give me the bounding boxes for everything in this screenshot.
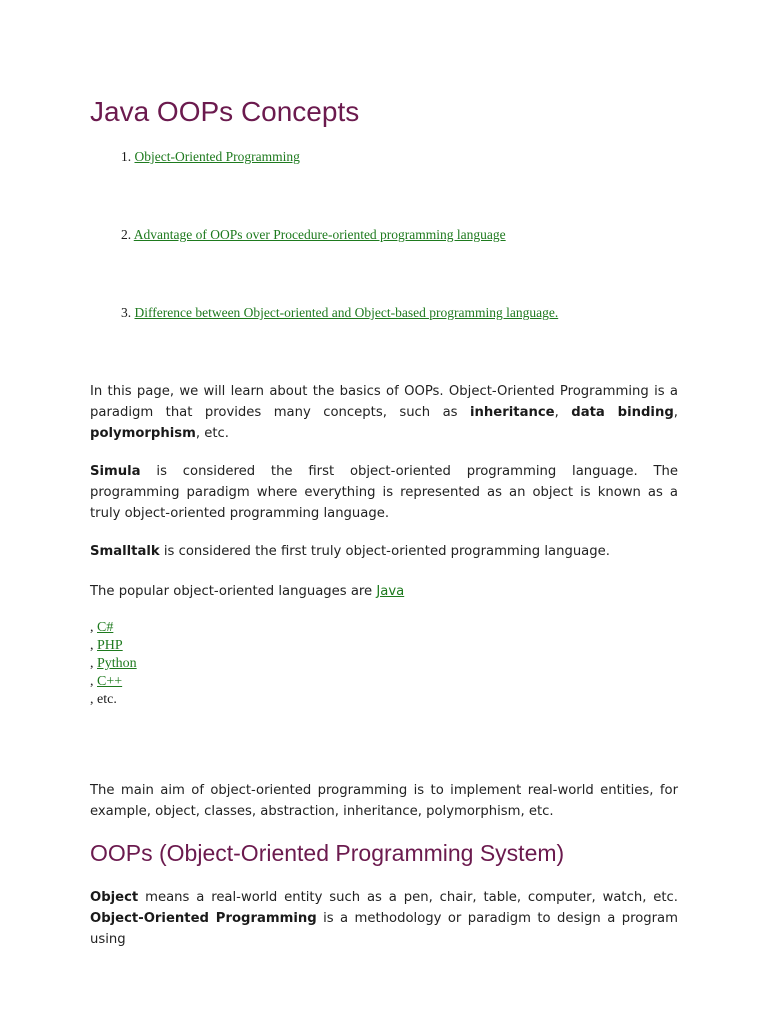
smalltalk-paragraph (90, 541, 678, 562)
intro-tail: , etc. (195, 426, 229, 441)
popular-paragraph (90, 581, 678, 602)
object-text: means a real-world entity such as a pen, chair, table, computer, watch, etc. (138, 890, 678, 905)
simula-text: is considered the first object-oriented programming language. The programming paradigm where everything is represented as an object is known as a truly object-oriented programming language. (90, 464, 678, 521)
term-inheritance: inheritance (470, 405, 555, 420)
simula-paragraph (90, 461, 678, 524)
smalltalk-text: is considered the first truly object-oriented programming language. (159, 544, 610, 559)
language-line-python (90, 656, 137, 672)
term-simula: Simula (90, 464, 141, 479)
link-php[interactable]: PHP (97, 638, 123, 653)
object-text-2: is a methodology or paradigm to design a program using (90, 911, 678, 947)
link-java[interactable]: Java (376, 584, 405, 599)
toc-number: 2. (121, 227, 132, 242)
page-title: Java OOPs Concepts (90, 96, 360, 127)
term-object: Object (90, 890, 139, 905)
toc-number: 3. (121, 305, 132, 320)
separator: , (90, 656, 97, 671)
popular-text: The popular object-oriented languages are (90, 584, 377, 599)
toc-item-2 (121, 227, 506, 243)
term-polymorphism: polymorphism (90, 426, 196, 441)
intro-text: In this page, we will learn about the basics of OOPs. Object-Oriented Programming is a paradigm that provides many concepts, such as (90, 384, 678, 420)
separator: , (90, 638, 97, 653)
language-line-cpp (90, 674, 122, 690)
separator: , (90, 674, 97, 689)
term-smalltalk: Smalltalk (90, 544, 160, 559)
term-data-binding: data binding (571, 405, 674, 420)
language-line-php (90, 638, 123, 654)
section-title: OOPs (Object-Oriented Programming System) (90, 840, 565, 866)
separator: , (673, 405, 678, 420)
link-csharp[interactable]: C# (97, 620, 114, 635)
toc-link-advantage[interactable]: Advantage of OOPs over Procedure-oriented programming language (133, 227, 506, 242)
toc-item-3 (121, 305, 558, 321)
separator: , (90, 620, 97, 635)
link-python[interactable]: Python (97, 656, 137, 671)
toc-item-1 (121, 149, 300, 165)
language-line-csharp (90, 620, 113, 636)
separator: , (554, 405, 572, 420)
toc-number: 1. (121, 149, 132, 164)
intro-paragraph (90, 381, 678, 444)
toc-link-oop[interactable]: Object-Oriented Programming (134, 149, 300, 164)
link-cpp[interactable]: C++ (97, 674, 123, 689)
aim-paragraph: The main aim of object-oriented programming is to implement real-world entities, for example, object, classes, abstraction, inheritance, polymorphism, etc. (90, 783, 678, 819)
toc-link-difference[interactable]: Difference between Object-oriented and Object-based programming language. (134, 305, 559, 320)
object-paragraph (90, 887, 678, 950)
term-oop: Object-Oriented Programming (90, 911, 317, 926)
language-line-etc: , etc. (90, 692, 117, 707)
